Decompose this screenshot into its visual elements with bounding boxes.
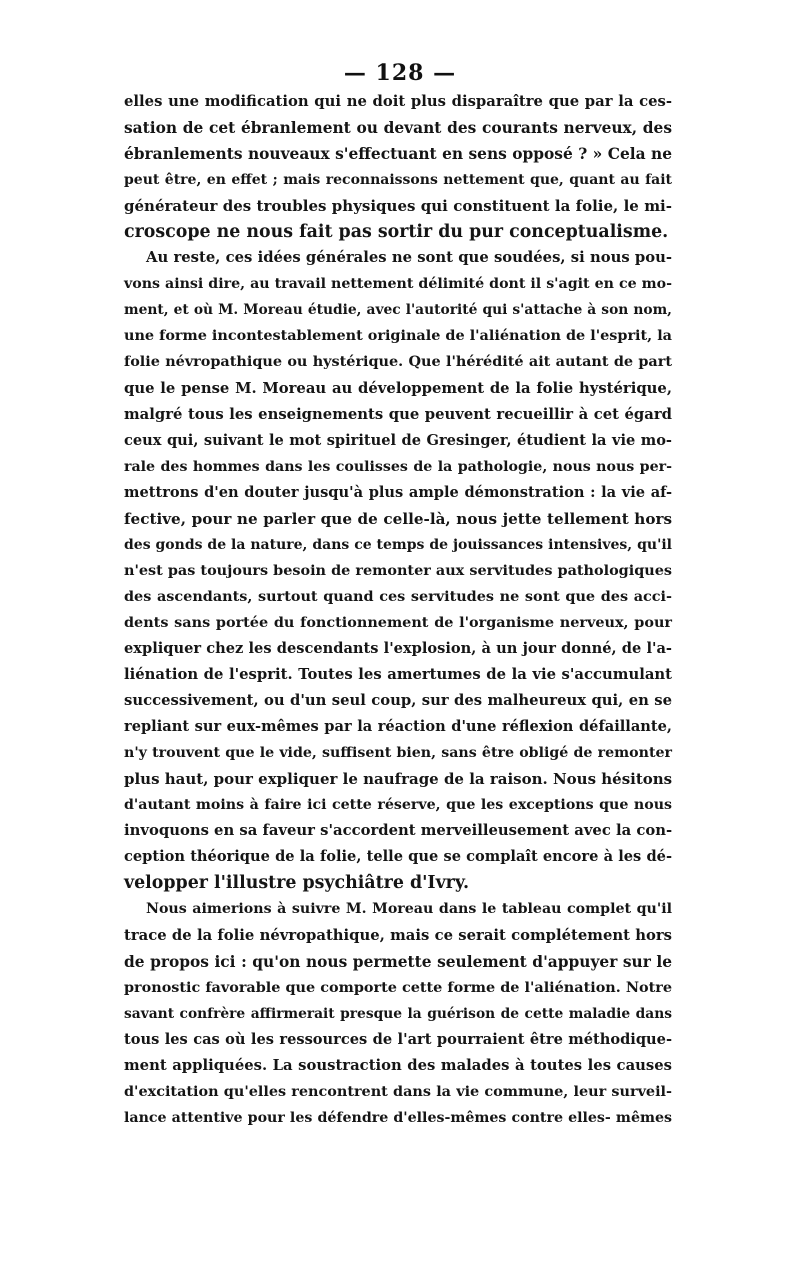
text-line: lance attentive pour les défendre d'elles-mêmes contre elles- mêmes [124, 1109, 672, 1126]
text-line: n'est pas toujours besoin de remonter aux servitudes pathologiques [124, 561, 672, 579]
text-line: croscope ne nous fait pas sortir du pur conceptualisme. [124, 222, 669, 243]
text-line: Nous aimerions à suivre M. Moreau dans le tableau complet qu'il [146, 901, 672, 918]
text-line: ébranlements nouveaux s'effectuant en sens opposé ? » Cela ne [124, 145, 672, 164]
text-line: de propos ici : qu'on nous permette seulement d'appuyer sur le [124, 952, 672, 971]
text-line: trace de la folie névropathique, mais ce serait complétement hors [124, 926, 672, 944]
text-line: peut être, en effet ; mais reconnaissons nettement que, quant au fait [124, 172, 672, 189]
text-line: des gonds de la nature, dans ce temps de jouissances intensives, qu'il [124, 536, 672, 553]
text-line: mettrons d'en douter jusqu'à plus ample démonstration : la vie af- [124, 483, 672, 501]
text-line: malgré tous les enseignements que peuvent recueillir à cet égard [124, 405, 672, 423]
text-line: d'excitation qu'elles rencontrent dans la vie commune, leur surveil- [124, 1082, 672, 1100]
text-line: ception théorique de la folie, telle que se complaît encore à les dé- [124, 848, 672, 866]
text-line: que le pense M. Moreau au développement de la folie hystérique, [124, 379, 672, 397]
text-line: dents sans portée du fonctionnement de l'organisme nerveux, pour [124, 613, 672, 631]
text-line: Au reste, ces idées générales ne sont que soudées, si nous pou- [146, 249, 672, 267]
text-line: expliquer chez les descendants l'explosion, à un jour donné, de l'a- [124, 639, 672, 657]
text-line: savant confrère affirmerait presque la guérison de cette maladie dans [124, 1005, 672, 1022]
text-line: velopper l'illustre psychiâtre d'Ivry. [124, 873, 470, 894]
text-line: une forme incontestablement originale de l'aliénation de l'esprit, la [124, 327, 672, 345]
text-line: des ascendants, surtout quand ces servitudes ne sont que des acci- [124, 587, 672, 605]
page-number: — 128 — [343, 60, 457, 86]
paragraph [124, 245, 672, 896]
text-line: elles une modification qui ne doit plus disparaître que par la ces- [124, 93, 672, 110]
text-line: folie névropathique ou hystérique. Que l'hérédité ait autant de part [124, 353, 672, 371]
text-line: ment, et où M. Moreau étudie, avec l'autorité qui s'attache à son nom, [124, 302, 672, 319]
text-line: n'y trouvent que le vide, suffisent bien, sans être obligé de remonter [124, 745, 672, 762]
text-line: générateur des troubles physiques qui constituent la folie, le mi- [124, 197, 672, 216]
text-line: sation de cet ébranlement ou devant des courants nerveux, des [124, 119, 672, 138]
paragraph [124, 89, 672, 245]
text-line: rale des hommes dans les coulisses de la pathologie, nous nous per- [124, 458, 672, 475]
paragraph [124, 896, 672, 1130]
body-text [124, 89, 672, 1131]
text-line: d'autant moins à faire ici cette réserve, que les exceptions que nous [124, 797, 672, 814]
text-line: vons ainsi dire, au travail nettement délimité dont il s'agit en ce mo- [124, 276, 672, 293]
text-line: liénation de l'esprit. Toutes les amertumes de la vie s'accumulant [124, 666, 672, 684]
text-line: successivement, ou d'un seul coup, sur des malheureux qui, en se [124, 692, 672, 710]
text-line: plus haut, pour expliquer le naufrage de la raison. Nous hésitons [124, 770, 673, 789]
text-line: ceux qui, suivant le mot spirituel de Gresinger, étudient la vie mo- [124, 431, 672, 449]
text-line: tous les cas où les ressources de l'art pourraient être méthodique- [124, 1030, 672, 1048]
text-line: fective, pour ne parler que de celle-là, nous jette tellement hors [124, 509, 672, 528]
text-line: repliant sur eux-mêmes par la réaction d'une réflexion défaillante, [124, 718, 672, 736]
text-line: pronostic favorable que comporte cette forme de l'aliénation. Notre [124, 978, 672, 996]
text-line: ment appliquées. La soustraction des malades à toutes les causes [124, 1056, 672, 1074]
text-line: invoquons en sa faveur s'accordent merveilleusement avec la con- [124, 822, 673, 840]
